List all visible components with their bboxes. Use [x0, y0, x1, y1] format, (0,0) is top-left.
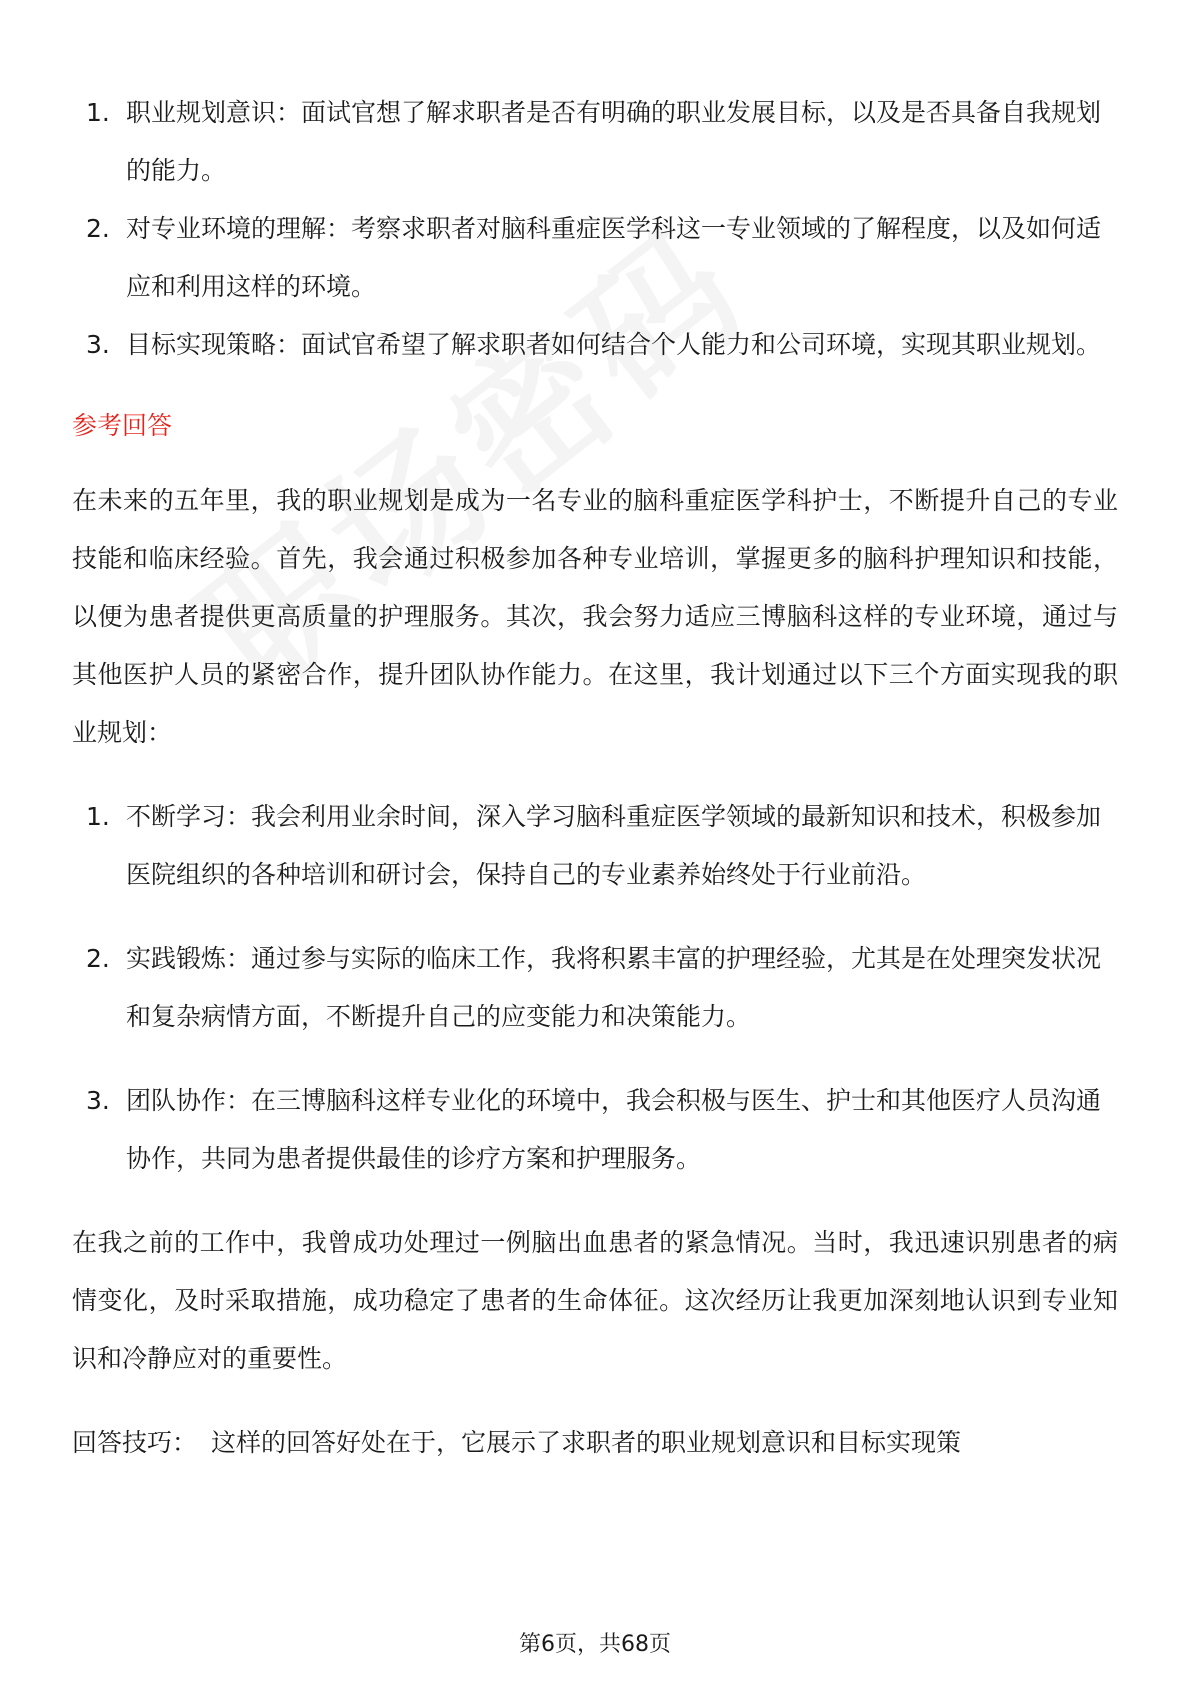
list-number: 3. — [86, 1086, 110, 1115]
list-number: 2. — [86, 214, 110, 243]
tips-label: 回答技巧： — [72, 1428, 198, 1457]
document-body — [72, 84, 1118, 1472]
list-number: 2. — [86, 944, 110, 973]
list-item — [72, 788, 1118, 904]
list-number: 1. — [86, 802, 110, 831]
list-text: 目标实现策略：面试官希望了解求职者如何结合个人能力和公司环境，实现其职业规划。 — [126, 330, 1102, 359]
list-text: 职业规划意识：面试官想了解求职者是否有明确的职业发展目标，以及是否具备自我规划的能力。 — [126, 98, 1102, 185]
page-number: 第6页，共68页 — [519, 1632, 671, 1657]
list-item — [72, 84, 1118, 200]
list-text: 团队协作：在三博脑科这样专业化的环境中，我会积极与医生、护士和其他医疗人员沟通协作，共同为患者提供最佳的诊疗方案和护理服务。 — [126, 1086, 1102, 1173]
experience-paragraph: 在我之前的工作中，我曾成功处理过一例脑出血患者的紧急情况。当时，我迅速识别患者的病情变化，及时采取措施，成功稳定了患者的生命体征。这次经历让我更加深刻地认识到专业知识和冷静应对的重要性。 — [72, 1228, 1118, 1373]
list-item — [72, 200, 1118, 316]
tips-text: 这样的回答好处在于，它展示了求职者的职业规划意识和目标实现策 — [211, 1428, 962, 1457]
list-number: 1. — [86, 98, 110, 127]
answer-paragraph: 在未来的五年里，我的职业规划是成为一名专业的脑科重症医学科护士，不断提升自己的专业技能和临床经验。首先，我会通过积极参加各种专业培训，掌握更多的脑科护理知识和技能，以便为患者提供更高质量的护理服务。其次，我会努力适应三博脑科这样的专业环境，通过与其他医护人员的紧密合作，提升团队协作能力。在这里，我计划通过以下三个方面实现我的职业规划： — [72, 486, 1118, 747]
section-title: 参考回答 — [72, 411, 173, 440]
list-text: 对专业环境的理解：考察求职者对脑科重症医学科这一专业领域的了解程度，以及如何适应和利用这样的环境。 — [126, 214, 1102, 301]
question-analysis-list — [72, 84, 1118, 374]
list-item — [72, 316, 1118, 374]
list-number: 3. — [86, 330, 110, 359]
list-text: 实践锻炼：通过参与实际的临床工作，我将积累丰富的护理经验，尤其是在处理突发状况和复杂病情方面，不断提升自己的应变能力和决策能力。 — [126, 944, 1102, 1031]
list-text: 不断学习：我会利用业余时间，深入学习脑科重症医学领域的最新知识和技术，积极参加医院组织的各种培训和研讨会，保持自己的专业素养始终处于行业前沿。 — [126, 802, 1102, 889]
list-item — [72, 930, 1118, 1046]
answer-plan-list — [72, 788, 1118, 1188]
tips-paragraph — [72, 1414, 1118, 1472]
list-item — [72, 1072, 1118, 1188]
